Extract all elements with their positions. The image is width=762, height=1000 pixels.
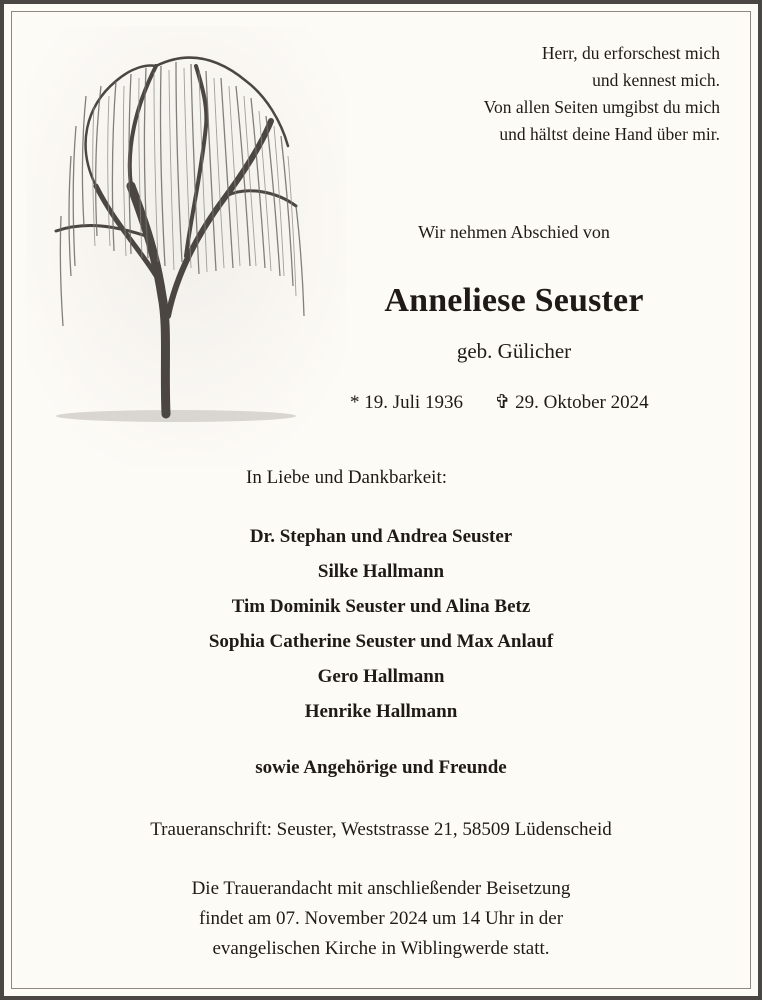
mourning-intro: In Liebe und Dankbarkeit: bbox=[246, 467, 448, 488]
psalm-line: und kennest mich. bbox=[592, 70, 720, 90]
mourner-list bbox=[4, 522, 758, 732]
mourner-name: Sophia Catherine Seuster und Max Anlauf bbox=[208, 631, 554, 652]
service-line: evangelischen Kirche in Wiblingwerde statt. bbox=[212, 938, 550, 959]
relatives-line: sowie Angehörige und Freunde bbox=[255, 757, 507, 778]
birth-date: 19. Juli 1936 bbox=[364, 392, 463, 413]
deceased-name: Anneliese Seuster bbox=[384, 282, 644, 319]
mourner-name: Dr. Stephan und Andrea Seuster bbox=[249, 526, 513, 547]
psalm-line: Von allen Seiten umgibst du mich bbox=[483, 97, 720, 117]
service-line: Die Trauerandacht mit anschließender Beisetzung bbox=[191, 878, 571, 899]
cross-icon: ✞ bbox=[494, 392, 511, 413]
service-line: findet am 07. November 2024 um 14 Uhr in der bbox=[198, 908, 564, 929]
mourner-name: Tim Dominik Seuster und Alina Betz bbox=[231, 596, 531, 617]
birth-symbol: * bbox=[350, 392, 360, 413]
death-date: 29. Oktober 2024 bbox=[515, 392, 649, 413]
mourner-name: Silke Hallmann bbox=[317, 561, 445, 582]
farewell-heading: Wir nehmen Abschied von bbox=[418, 222, 610, 242]
mourning-address: Traueranschrift: Seuster, Weststrasse 21, 58509 Lüdenscheid bbox=[150, 819, 612, 840]
birth-name: geb. Gülicher bbox=[456, 339, 572, 363]
mourner-name: Henrike Hallmann bbox=[304, 701, 458, 722]
psalm-line: Herr, du erforschest mich bbox=[541, 43, 720, 63]
weeping-willow-icon bbox=[26, 26, 346, 466]
mourner-name: Gero Hallmann bbox=[317, 666, 445, 687]
life-dates bbox=[350, 391, 649, 414]
psalm-line: und hältst deine Hand über mir. bbox=[499, 124, 720, 144]
psalm-verse bbox=[390, 40, 720, 148]
service-info bbox=[4, 874, 758, 964]
